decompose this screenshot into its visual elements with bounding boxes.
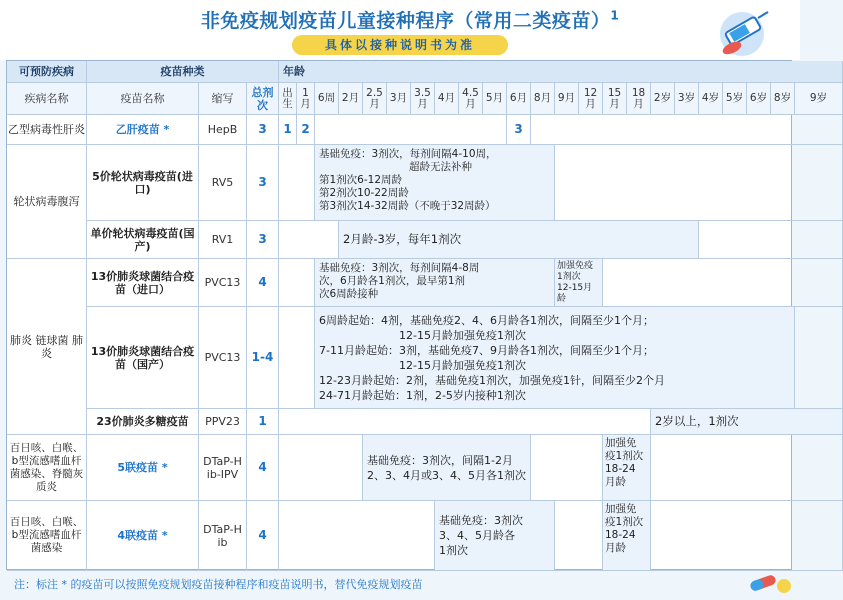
footnote: 注：标注 * 的疫苗可以按照免疫规划疫苗接种程序和疫苗说明书，替代免疫规划疫苗: [14, 578, 423, 591]
vaccine-dtap5: 5联疫苗 *: [87, 435, 199, 501]
disease-dtap5: 百日咳、白喉、b型流感嗜血杆菌感染、脊髓灰质炎: [7, 435, 87, 501]
empty-cell: [279, 435, 363, 501]
empty-cell: [279, 259, 315, 307]
age-header: 9岁: [795, 83, 843, 115]
age-header: 12月: [579, 83, 603, 115]
schedule-pvc13-import: 基础免疫：3剂次，每剂间隔4-8周 次，6月龄各1剂次，最早第1剂 次6周龄接种: [315, 259, 555, 307]
abbr-rv1: RV1: [199, 221, 247, 259]
abbr-pvc13-domestic: PVC13: [199, 307, 247, 409]
dose-marker: 1: [279, 115, 297, 145]
vaccine-pvc13-domestic: 13价肺炎球菌结合疫苗（国产）: [87, 307, 199, 409]
header-abbr: 缩写: [199, 83, 247, 115]
age-header: 18月: [627, 83, 651, 115]
header-disease-name: 疾病名称: [7, 83, 87, 115]
age-header: 4月: [435, 83, 459, 115]
empty-cell: [279, 221, 339, 259]
abbr-rv5: RV5: [199, 145, 247, 221]
abbr-dtap4: DTaP-Hib: [199, 501, 247, 571]
age-header: 5月: [483, 83, 507, 115]
capsule-icon: [748, 570, 794, 596]
age-header: 15月: [603, 83, 627, 115]
disease-dtap4: 百日咳、白喉、b型流感嗜血杆菌感染: [7, 501, 87, 571]
age-header: 2月: [339, 83, 363, 115]
schedule-table: [6, 60, 828, 570]
empty-cell: [279, 501, 435, 571]
vaccine-rv1: 单价轮状病毒疫苗(国产): [87, 221, 199, 259]
vaccine-dtap4: 4联疫苗 *: [87, 501, 199, 571]
age-header: 4岁: [699, 83, 723, 115]
disease-hepb: 乙型病毒性肝炎: [7, 115, 87, 145]
booster-dtap4: 加强免 疫1剂次 18-24 月龄: [603, 501, 651, 571]
doses-pvc13-import: 4: [247, 259, 279, 307]
booster-pvc13-import: 加强免疫 1剂次 12-15月龄: [555, 259, 603, 307]
age-header: 6月: [507, 83, 531, 115]
age-header: 6周: [315, 83, 339, 115]
age-header: 5岁: [723, 83, 747, 115]
schedule-pvc13-domestic: 6周龄起始：4剂，基础免疫2、4、6月龄各1剂次，间隔至少1个月； 12-15月龄加强免疫1剂次 7-11月龄起始：3剂，基础免疫7、9月龄各1剂次，间隔至少1个月； 12-15月龄加强免疫1剂次 12-23月龄起始：2剂，基础免疫1剂次，加强免疫1针，间隔至少2个月 24-71月龄起始：1剂，2-5岁内接种1剂次: [315, 307, 795, 409]
abbr-ppv23: PPV23: [199, 409, 247, 435]
empty-cell: [279, 307, 315, 409]
vaccine-hepb: 乙肝疫苗 *: [87, 115, 199, 145]
empty-cell: [603, 259, 843, 307]
doses-dtap5: 4: [247, 435, 279, 501]
vaccine-pvc13-import: 13价肺炎球菌结合疫苗（进口）: [87, 259, 199, 307]
age-header: 2.5月: [363, 83, 387, 115]
disease-pneumo: 肺炎 链球菌 肺炎: [7, 259, 87, 435]
schedule-dtap4: 基础免疫：3剂次 3、4、5月龄各 1剂次: [435, 501, 555, 571]
abbr-hepb: HepB: [199, 115, 247, 145]
doses-rv5: 3: [247, 145, 279, 221]
abbr-pvc13-import: PVC13: [199, 259, 247, 307]
doses-hepb: 3: [247, 115, 279, 145]
empty-cell: [279, 409, 651, 435]
header-vaccine-group: 疫苗种类: [87, 61, 279, 83]
age-header: 4.5月: [459, 83, 483, 115]
age-header: 3.5月: [411, 83, 435, 115]
booster-dtap5: 加强免 疫1剂次 18-24 月龄: [603, 435, 651, 501]
schedule-rv5: 基础免疫：3剂次，每剂间隔4-10周， 超龄无法补种 第1剂次6-12周龄 第2剂次10-22周龄 第3剂次14-32周龄（不晚于32周龄）: [315, 145, 555, 221]
age-header: 3岁: [675, 83, 699, 115]
empty-cell: [555, 501, 603, 571]
page-title: 非免疫规划疫苗儿童接种程序（常用二类疫苗）$^1$: [200, 8, 620, 32]
dose-marker: 3: [507, 115, 531, 145]
title-bar: [0, 0, 800, 60]
abbr-dtap5: DTaP-Hib-IPV: [199, 435, 247, 501]
doses-ppv23: 1: [247, 409, 279, 435]
disease-rota: 轮状病毒腹泻: [7, 145, 87, 259]
syringe-icon: [712, 4, 776, 58]
schedule-ppv23: 2岁以上，1剂次: [651, 409, 843, 435]
empty-cell: [555, 145, 843, 221]
age-header: 6岁: [747, 83, 771, 115]
schedule-dtap5: 基础免疫：3剂次，间隔1-2月 2、3、4月或3、4、5月各1剂次: [363, 435, 531, 501]
empty-cell: [315, 115, 507, 145]
empty-cell: [699, 221, 843, 259]
age-header: 8月: [531, 83, 555, 115]
empty-cell: [531, 115, 843, 145]
age-header: 出生: [279, 83, 297, 115]
empty-cell: [651, 501, 843, 571]
age-header: 8岁: [771, 83, 795, 115]
doses-dtap4: 4: [247, 501, 279, 571]
empty-cell: [795, 307, 843, 409]
dose-marker: 2: [297, 115, 315, 145]
subtitle-badge: 具体以接种说明书为准: [292, 35, 508, 55]
header-disease-group: 可预防疾病: [7, 61, 87, 83]
doses-pvc13-domestic: 1-4: [247, 307, 279, 409]
empty-cell: [279, 145, 315, 221]
schedule-rv1: 2月龄-3岁，每年1剂次: [339, 221, 699, 259]
empty-cell: [531, 435, 603, 501]
header-vaccine-name: 疫苗名称: [87, 83, 199, 115]
age-header: 2岁: [651, 83, 675, 115]
doses-rv1: 3: [247, 221, 279, 259]
age-header: 3月: [387, 83, 411, 115]
vaccine-ppv23: 23价肺炎多糖疫苗: [87, 409, 199, 435]
vaccine-rv5: 5价轮状病毒疫苗(进口): [87, 145, 199, 221]
empty-cell: [651, 435, 843, 501]
header-total-doses: 总剂次: [247, 83, 279, 115]
age-header: 9月: [555, 83, 579, 115]
header-age-group: 年龄: [279, 61, 843, 83]
age-header: 1月: [297, 83, 315, 115]
